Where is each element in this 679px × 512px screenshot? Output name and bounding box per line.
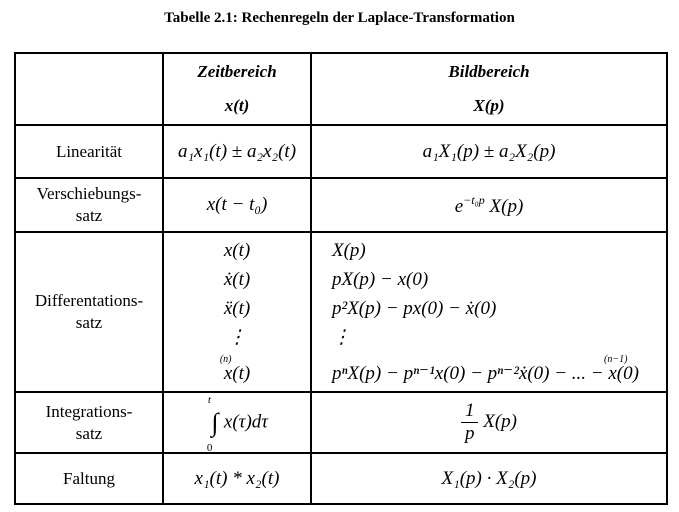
differentiation-row	[15, 232, 667, 392]
differentiation-time-formulas	[163, 232, 311, 392]
time-domain-header	[163, 53, 311, 125]
differentiation-time-line: ẍ(t)	[223, 298, 251, 319]
convolution-label: Faltung	[15, 453, 163, 504]
differentiation-image-stack	[332, 236, 666, 388]
time-domain-variable: x(t)	[224, 96, 250, 115]
integration-image-formula	[311, 392, 667, 453]
linearity-image-formula: a₁X₁(p) ± a₂X₂(p)	[311, 125, 667, 178]
convolution-image-formula: X₁(p) · X₂(p)	[311, 453, 667, 504]
header-empty-cell	[15, 53, 163, 125]
shift-label	[15, 178, 163, 232]
nth-derivative-time-index: (n)	[219, 354, 232, 365]
shift-label-line-2: satz	[75, 206, 103, 225]
integral-sign	[206, 393, 224, 454]
integration-label	[15, 392, 163, 453]
integrand: x(τ)dτ	[223, 410, 269, 432]
integration-time-formula	[163, 392, 311, 453]
differentiation-label	[15, 232, 163, 392]
nth-derivative-time-expr: x(t)	[223, 363, 251, 384]
fraction-numerator: 1	[461, 400, 479, 423]
differentiation-image-line	[332, 352, 666, 388]
integration-row	[15, 392, 667, 453]
header-row	[15, 53, 667, 125]
nth-derivative-image-index: (n−1)	[604, 354, 628, 365]
linearity-label: Linearität	[15, 125, 163, 178]
nth-derivative-image	[332, 352, 639, 396]
table-caption: Tabelle 2.1: Rechenregeln der Laplace-Transformation	[164, 10, 515, 26]
nth-derivative-time	[219, 352, 251, 396]
differentiation-time-line	[164, 352, 310, 388]
shift-label-line-1: Verschiebungs-	[36, 184, 142, 203]
convolution-time-formula: x₁(t) * x₂(t)	[163, 453, 311, 504]
differentiation-image-line: ⋮	[332, 327, 351, 348]
differentiation-time-line: ⋮	[227, 327, 247, 348]
shift-image-formula	[311, 178, 667, 232]
differentiation-time-stack	[164, 236, 310, 388]
fraction	[461, 400, 479, 445]
shift-row	[15, 178, 667, 232]
integration-label-line-1: Integrations-	[45, 401, 133, 421]
convolution-row	[15, 453, 667, 504]
image-domain-header	[311, 53, 667, 125]
shift-exp-power: −t₀p	[463, 192, 485, 207]
shift-image-rest: X(p)	[489, 195, 524, 217]
differentiation-image-formulas	[311, 232, 667, 392]
integration-image-rest: X(p)	[483, 410, 517, 432]
linearity-time-formula: a₁x₁(t) ± a₂x₂(t)	[163, 125, 311, 178]
differentiation-image-line: p²X(p) − px(0) − ẋ(0)	[332, 298, 497, 319]
linearity-row	[15, 125, 667, 178]
differentiation-image-line: pX(p) − x(0)	[332, 269, 429, 290]
laplace-rules-table	[14, 52, 668, 505]
integration-label-line-2: satz	[75, 423, 103, 443]
differentiation-label-line-1: Differentations-	[34, 291, 144, 310]
image-domain-variable: X(p)	[473, 96, 505, 115]
integral-symbol: ∫	[211, 407, 219, 437]
differentiation-label-line-2: satz	[75, 313, 103, 332]
time-domain-title: Zeitbereich	[197, 62, 277, 81]
shift-time-formula: x(t − t₀)	[163, 178, 311, 232]
differentiation-time-line: ẋ(t)	[223, 269, 251, 290]
shift-exp-base: e	[454, 195, 464, 217]
nth-derivative-image-expr: pⁿX(p) − pⁿ⁻¹x(0) − pⁿ⁻²ẋ(0) − ... − x(0)	[332, 363, 639, 384]
fraction-denominator: p	[464, 423, 475, 444]
integral-lower-limit: 0	[206, 441, 213, 454]
differentiation-time-line: x(t)	[223, 240, 251, 261]
differentiation-image-line: X(p)	[332, 240, 366, 261]
image-domain-title: Bildbereich	[448, 62, 530, 81]
integral-upper-limit: t	[207, 393, 211, 406]
